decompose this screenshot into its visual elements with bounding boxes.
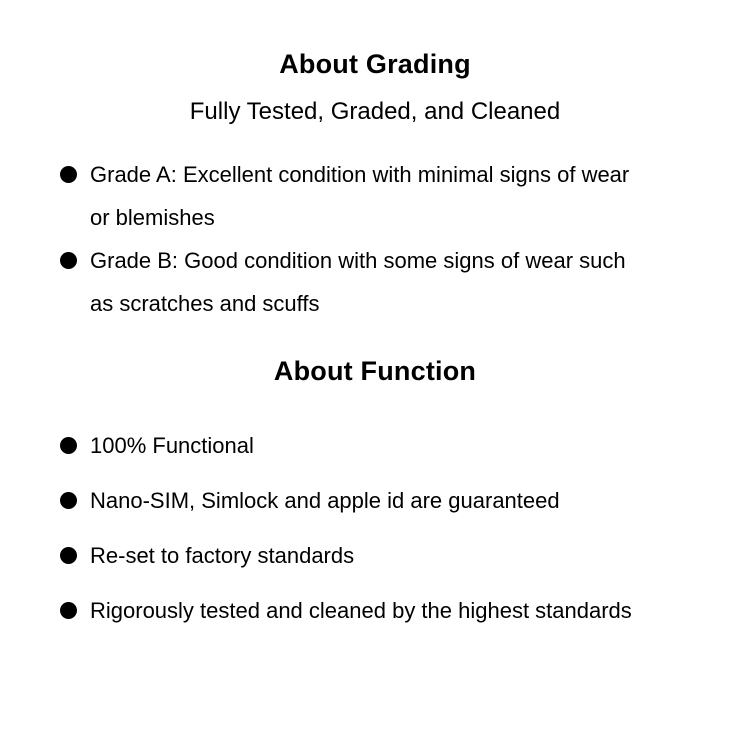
list-item: [60, 424, 690, 467]
bullet-icon: [60, 547, 77, 564]
list-item: [60, 534, 690, 577]
grading-item-grade-b: Grade B: Good condition with some signs of wear such as scratches and scuffs: [90, 248, 626, 317]
bullet-icon: [60, 492, 77, 509]
function-item-sim: Nano-SIM, Simlock and apple id are guaranteed: [90, 487, 560, 513]
about-function-title: About Function: [273, 356, 477, 387]
function-item-functional: 100% Functional: [90, 432, 254, 458]
list-item: [60, 153, 690, 239]
list-item: [60, 479, 690, 522]
bullet-icon: [60, 252, 77, 269]
function-bullet-list: [0, 424, 750, 632]
grading-item-grade-a: Grade A: Excellent condition with minimal signs of wear or blemishes: [90, 162, 630, 231]
function-item-reset: Re-set to factory standards: [90, 542, 355, 568]
about-grading-title: About Grading: [279, 49, 471, 79]
list-item: [60, 239, 690, 325]
grading-bullet-list: [0, 153, 750, 325]
bullet-icon: [60, 437, 77, 454]
grading-subtitle: Fully Tested, Graded, and Cleaned: [189, 98, 561, 126]
bullet-icon: [60, 166, 77, 183]
function-item-tested: Rigorously tested and cleaned by the highest standards: [90, 597, 632, 623]
bullet-icon: [60, 602, 77, 619]
list-item: [60, 589, 690, 632]
